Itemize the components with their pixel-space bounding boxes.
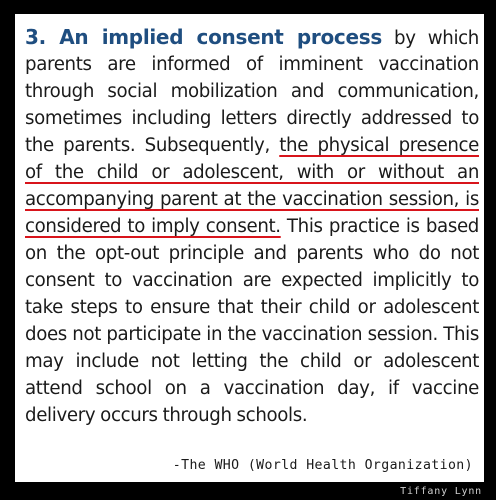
text-line-9: on the opt-out principle and parents who do not — [25, 243, 479, 264]
text-line-5 — [25, 132, 479, 159]
underlined-text: accompanying parent at the vaccination session, is — [25, 189, 479, 210]
text-line-2: parents are informed of imminent vaccination — [25, 54, 479, 75]
underlined-text: of the child or adolescent, with or without an — [25, 162, 479, 183]
text-line-6 — [25, 159, 479, 186]
text-line-3: through social mobilization and communication, — [25, 81, 479, 102]
text-line-7 — [25, 186, 479, 213]
attribution: -The WHO (World Health Organization) — [172, 458, 473, 473]
underlined-text: considered to imply consent. — [25, 216, 281, 237]
text-line-10: consent to vaccination are expected implicitly to — [25, 270, 479, 291]
quote-card — [15, 14, 484, 482]
underlined-text: the physical presence — [279, 135, 479, 156]
quote-text — [25, 24, 479, 429]
text-line-14: attend school on a vaccination day, if vaccine — [25, 378, 479, 399]
text-line-4: sometimes including letters directly addressed to — [25, 108, 479, 129]
text-segment: This practice is based — [280, 216, 479, 237]
text-line-1 — [25, 24, 479, 51]
text-line-11: take steps to ensure that their child or adolescent — [25, 297, 479, 318]
text-line-13: may include not letting the child or adolescent — [25, 351, 479, 372]
text-segment: by which — [381, 28, 479, 49]
section-heading: 3. An implied consent process — [25, 25, 382, 49]
watermark: Tiffany Lynn — [400, 486, 482, 497]
text-line-15: delivery occurs through schools. — [25, 405, 308, 426]
text-line-8 — [25, 213, 479, 240]
text-segment: the parents. Subsequently, — [25, 135, 280, 156]
text-line-12: does not participate in the vaccination session. This — [25, 324, 479, 345]
